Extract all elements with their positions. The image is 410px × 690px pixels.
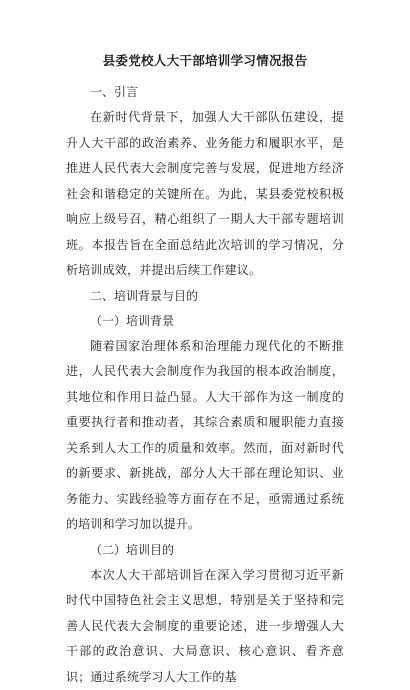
body-paragraph: 随着国家治理体系和治理能力现代化的不断推进，人民代表大会制度作为我国的根本政治制度，其地位和作用日益凸显。人大干部作为这一制度的重要执行者和推动者，其综合素质和履职能力直接关系到人大工作的质量和效率。然而，面对新时代的新要求、新挑战，部分人大干部在理论知识、业务能力、实践经验等方面存在不足，亟需通过系统的培训和学习加以提升。 (66, 334, 344, 538)
subsection-heading: （二）培训目的 (66, 538, 344, 563)
subsection-background (66, 309, 344, 538)
subsection-purpose (66, 538, 344, 690)
section-heading: 二、培训背景与目的 (66, 284, 344, 309)
section-heading: 一、引言 (66, 80, 344, 105)
body-paragraph: 本次人大干部培训旨在深入学习贯彻习近平新时代中国特色社会主义思想，特别是关于坚持和完善人民代表大会制度的重要论述，进一步增强人大干部的政治意识、大局意识、核心意识、看齐意识；通过系统学习人大工作的基 (66, 563, 344, 690)
body-paragraph: 在新时代背景下，加强人大干部队伍建设，提升人大干部的政治素养、业务能力和履职水平，是推进人民代表大会制度完善与发展，促进地方经济社会和谐稳定的关键所在。为此，某县委党校积极响应上级号召，精心组织了一期人大干部专题培训班。本报告旨在全面总结此次培训的学习情况，分析培训成效，并提出后续工作建议。 (66, 105, 344, 284)
section-background-purpose (66, 284, 344, 690)
subsection-heading: （一）培训背景 (66, 309, 344, 334)
section-introduction (66, 80, 344, 284)
document-title: 县委党校人大干部培训学习情况报告 (66, 52, 344, 70)
